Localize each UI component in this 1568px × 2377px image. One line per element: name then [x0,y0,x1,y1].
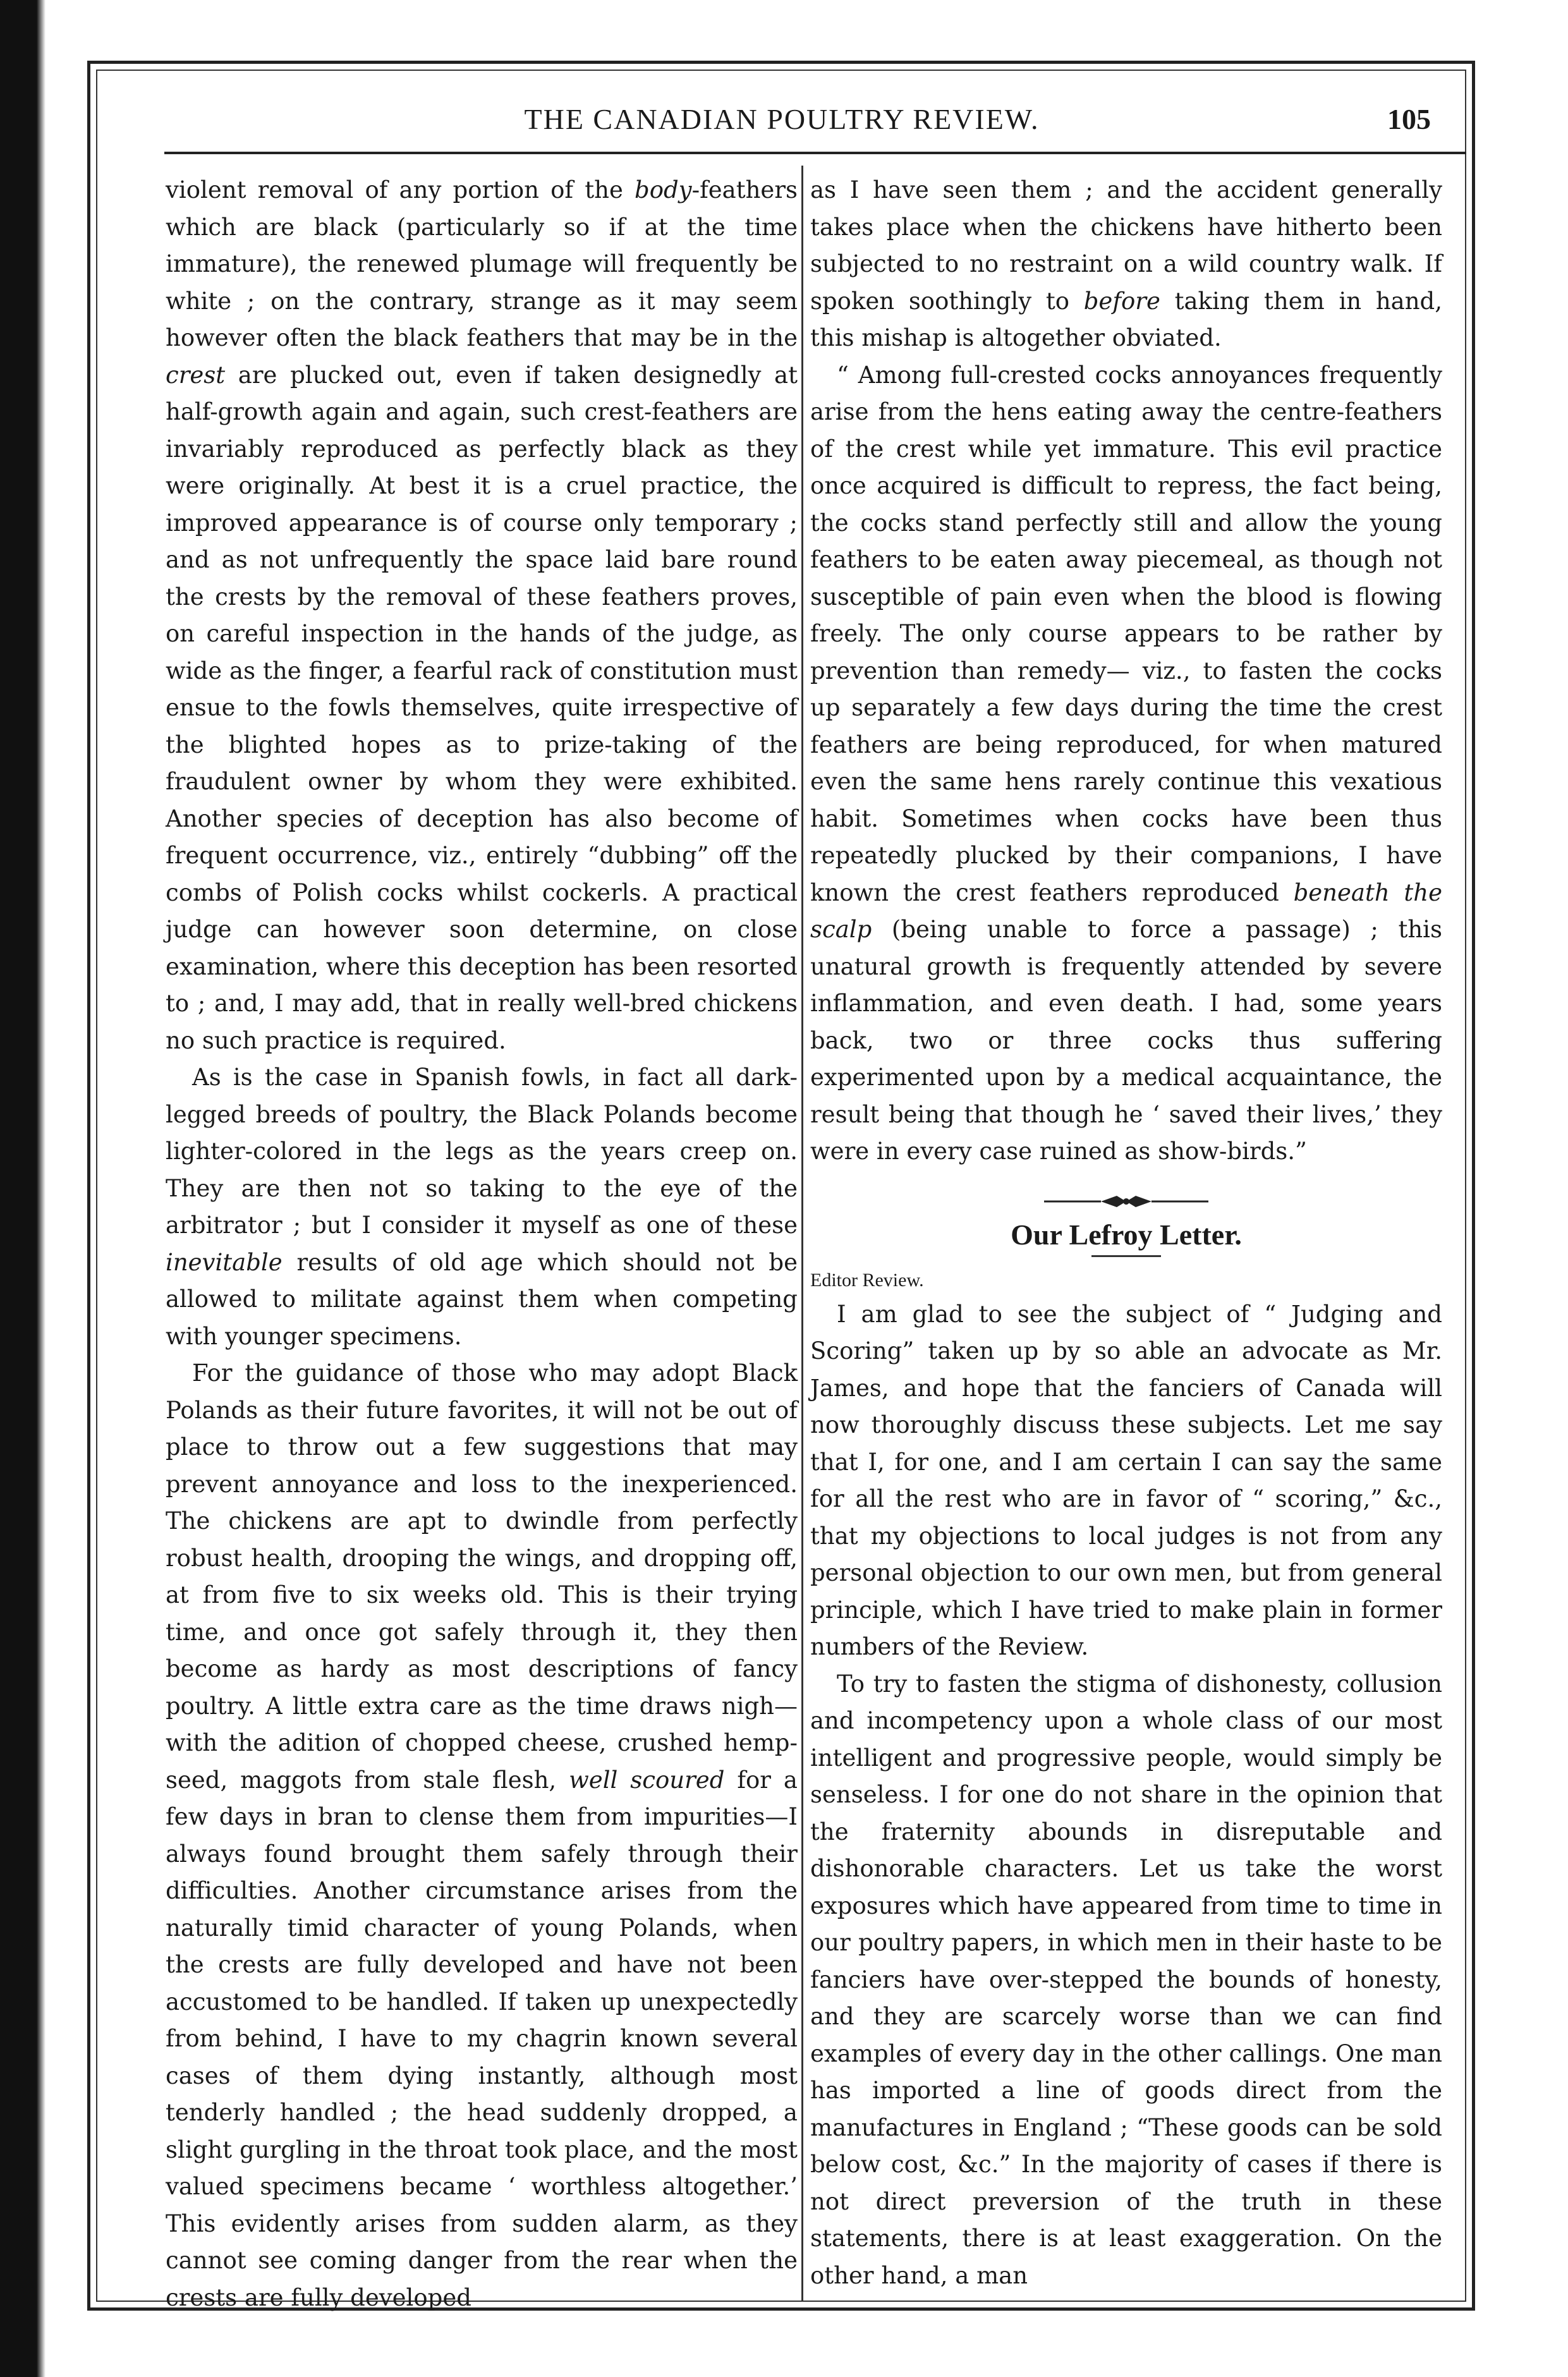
scan-binding-edge [0,0,46,2377]
ornament-rule-icon [1038,1192,1215,1211]
letter-heading: Our Lefroy Letter. [1011,1218,1242,1251]
running-title: THE CANADIAN POULTRY REVIEW. [524,103,1040,135]
letter-salutation: Editor Review. [810,1269,924,1291]
right-paragraph-1: as I have seen them ; and the accident generally takes place when the chickens have hitherto been subjected to no restraint on a wild country walk. If spoken soothingly to before taking them in hand, this mishap is altogether obviated. [810,176,1442,351]
page-number: 105 [1387,103,1431,135]
left-paragraph-3: For the guidance of those who may adopt Black Polands as their future favorites, it will not be out of place to throw out a few suggestions that may prevent annoyance and loss to the inexperienced. The chickens are apt to dwindle from perfectly robust health, drooping the wings, and dropping off, at from five to six weeks old. This is their trying time, and once got safely through it, they then become as hardy as most descriptions of fancy poultry. A little extra care as the time draws nigh—with the adition of chopped cheese, crushed hemp-seed, maggots from stale flesh, well scoured for a few days in bran to clense them from impurities—I always found brought them safely through their difficulties. Another circumstance arises from the naturally timid character of young Polands, when the crests are fully developed and have not been accustomed to be handled. If taken up unexpectedly from behind, I have to my chagrin known several cases of them dying instantly, although most tenderly handled ; the head suddenly dropped, a slight gurgling in the throat took place, and the most valued specimens became ‘ worthless altogether.’ This evidently arises from sudden alarm, as they cannot see coming danger from the rear when the crests are fully developed [166,1359,798,2311]
left-paragraph-2: As is the case in Spanish fowls, in fact all dark-legged breeds of poultry, the Black Polands become lighter-colored in the legs as the years creep on. They are then not so taking to the eye of the arbitrator ; but I consider it myself as one of these inevitable results of old age which should not be allowed to militate against them when competing with younger specimens. [166,1064,798,1350]
header-rule [164,152,1466,154]
letter-paragraph-1: I am glad to see the subject of “ Judging and Scoring” taken up by so able an advocate as Mr. James, and hope that the fanciers of Canada will now thoroughly discuss these subjects. Let me say that I, for one, and I am certain I can say the same for all the rest who are in favor of “ scoring,” &c., that my objections to local judges is not from any personal objection to our own men, but from general principle, which I have tried to make plain in former numbers of the Review. [810,1300,1442,1660]
section-ornament [810,1189,1442,1215]
letter-paragraph-2: To try to fasten the stigma of dishonesty, collusion and incompetency upon a whole class of our most intelligent and progressive people, would simply be senseless. I for one do not share in the opinion that the fraternity abounds in disreputable and dishonorable characters. Let us take the worst exposures which have appeared from time to time in our poultry papers, in which men in their haste to be fanciers have over-stepped the bounds of honesty, and they are scarcely worse than we can find examples of every day in the other callings. One man has imported a line of goods direct from the manufactures in England ; “These goods can be sold below cost, &c.” In the majority of cases if there is not direct preversion of the truth in these statements, there is at least exaggeration. On the other hand, a man [810,1670,1442,2289]
right-paragraph-2: “ Among full-crested cocks annoyances frequently arise from the hens eating away the centre-feathers of the crest while yet immature. This evil practice once acquired is difficult to repress, the fact being, the cocks stand perfectly still and allow the young feathers to be eaten away piecemeal, as though not susceptible of pain even when the blood is flowing freely. The only course appears to be rather by prevention than remedy— viz., to fasten the cocks up separately a few days during the time the crest feathers are being reproduced, for when matured even the same hens rarely continue this vexatious habit. Sometimes when cocks have been thus repeatedly plucked by their companions, I have known the crest feathers reproduced beneath the scalp (being unable to force a passage) ; this unatural growth is frequently attended by severe inflammation, and even death. I had, some years back, two or three cocks thus suffering experimented upon by a medical acquaintance, the result being that though he ‘ saved their lives,’ they were in every case ruined as show-birds.” [810,361,1443,1165]
column-divider [801,166,803,2302]
left-paragraph-1: violent removal of any portion of the body-feathers which are black (particularly so if at the time immature), the renewed plumage will frequently be white ; on the contrary, strange as it may seem however often the black feathers that may be in the crest are plucked out, even if taken designedly at half-growth again and again, such crest-feathers are invariably reproduced as perfectly black as they were originally. At best it is a cruel practice, the improved appearance is of course only temporary ; and as not unfrequently the space laid bare round the crests by the removal of these feathers proves, on careful inspection in the hands of the judge, as wide as the finger, a fearful rack of constitution must ensue to the fowls themselves, quite irrespective of the blighted hopes as to prize-taking of the fraudulent owner by whom they were exhibited. Another species of deception has also become of frequent occurrence, viz., entirely “dubbing” off the combs of Polish cocks whilst cockerls. A practical judge can however soon determine, on close examination, where this deception has been resorted to ; and, I may add, that in really well-bred chickens no such practice is required. [166,176,798,1054]
running-header [107,100,1456,144]
left-column [166,172,798,2311]
right-column [810,172,1442,2302]
heading-underline [1091,1255,1161,1261]
